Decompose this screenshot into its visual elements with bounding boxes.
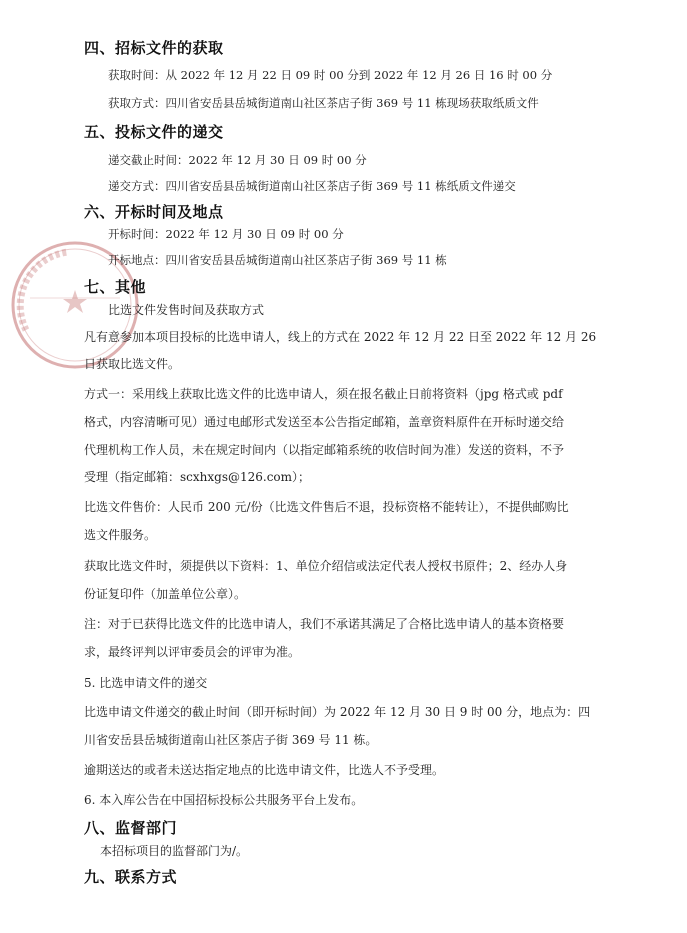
paragraph-4-line-2: 份证复印件（加盖单位公章）。 <box>84 587 247 601</box>
acquisition-method-line: 获取方式：四川省安岳县岳城街道南山社区茶店子街 369 号 11 栋现场获取纸质文件 <box>108 96 539 110</box>
publication-note: 6. 本入库公告在中国招标投标公共服务平台上发布。 <box>84 793 364 807</box>
paragraph-5-line-2: 求，最终评判以评审委员会的评审为准。 <box>84 645 301 659</box>
paragraph-7: 逾期送达的或者未送达指定地点的比选申请文件，比选人不予受理。 <box>84 763 445 777</box>
sale-subheading: 比选文件发售时间及获取方式 <box>108 303 265 317</box>
paragraph-5-line-1: 注：对于已获得比选文件的比选申请人，我们不承诺其满足了合格比选申请人的基本资格要 <box>84 617 565 631</box>
paragraph-2-line-4: 受理（指定邮箱：scxhxgs@126.com）； <box>84 470 311 484</box>
paragraph-2-line-3: 代理机构工作人员，未在规定时间内（以指定邮箱系统的收信时间为准）发送的资料，不予 <box>84 443 565 457</box>
submission-deadline-line: 递交截止时间：2022 年 12 月 30 日 09 时 00 分 <box>108 153 367 167</box>
paragraph-2-line-1: 方式一：采用线上获取比选文件的比选申请人，须在报名截止日前将资料（jpg 格式或 pdf <box>84 387 563 401</box>
paragraph-3-line-1: 比选文件售价：人民币 200 元/份（比选文件售后不退，投标资格不能转让），不提供邮购比 <box>84 500 569 514</box>
submission-method-line: 递交方式：四川省安岳县岳城街道南山社区茶店子街 369 号 11 栋纸质文件递交 <box>108 179 516 193</box>
section-4-heading: 四、招标文件的获取 <box>84 39 224 57</box>
submission-subheading: 5. 比选申请文件的递交 <box>84 676 208 690</box>
paragraph-3-line-2: 选文件服务。 <box>84 528 157 542</box>
section-8-heading: 八、监督部门 <box>84 819 178 837</box>
opening-place-line: 开标地点：四川省安岳县岳城街道南山社区茶店子街 369 号 11 栋 <box>108 253 447 267</box>
section-6-heading: 六、开标时间及地点 <box>84 203 224 221</box>
section-5-heading: 五、投标文件的递交 <box>84 123 224 141</box>
supervision-line: 本招标项目的监督部门为/。 <box>100 844 249 858</box>
opening-time-line: 开标时间：2022 年 12 月 30 日 09 时 00 分 <box>108 227 344 241</box>
paragraph-2-line-2: 格式，内容清晰可见）通过电邮形式发送至本公告指定邮箱，盖章资料原件在开标时递交给 <box>84 415 565 429</box>
acquisition-time-line: 获取时间：从 2022 年 12 月 22 日 09 时 00 分到 2022 年 12 月 26 日 16 时 00 分 <box>108 68 553 82</box>
paragraph-6-line-1: 比选申请文件递交的截止时间（即开标时间）为 2022 年 12 月 30 日 9 时 00 分，地点为：四 <box>84 705 591 719</box>
paragraph-1-line-2: 日获取比选文件。 <box>84 357 181 371</box>
paragraph-1-line-1: 凡有意参加本项目投标的比选申请人，线上的方式在 2022 年 12 月 22 日至 2022 年 12 月 26 <box>84 330 597 344</box>
section-7-heading: 七、其他 <box>84 278 147 296</box>
paragraph-6-line-2: 川省安岳县岳城街道南山社区茶店子街 369 号 11 栋。 <box>84 733 378 747</box>
paragraph-4-line-1: 获取比选文件时，须提供以下资料：1、单位介绍信或法定代表人授权书原件；2、经办人身 <box>84 559 568 573</box>
section-9-heading: 九、联系方式 <box>84 868 178 886</box>
